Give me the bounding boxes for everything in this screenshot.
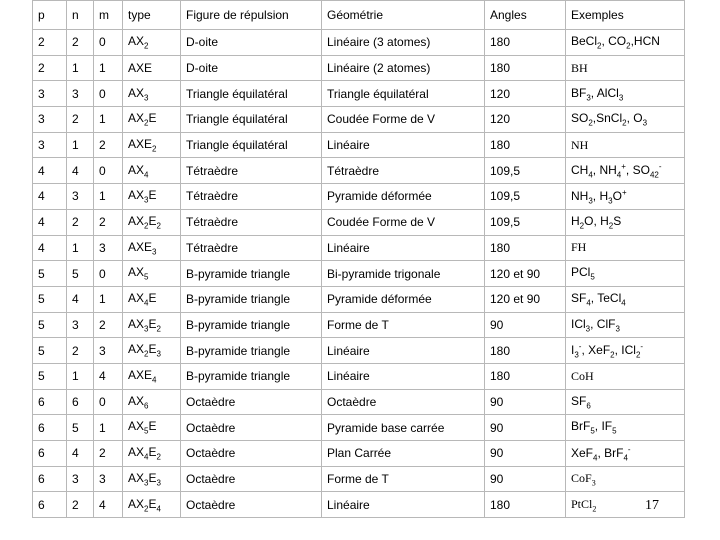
cell-type: $AX_2$ [123, 30, 181, 56]
cell-p: 5 [33, 261, 67, 287]
cell-angle: 90 [485, 415, 566, 441]
cell-m: 0 [94, 261, 123, 287]
cell-m: 0 [94, 158, 123, 184]
cell-geometry: Plan Carrée [322, 441, 485, 467]
cell-examples: BrF$_5$, $IF_5$ [566, 415, 685, 441]
table-row [33, 441, 685, 467]
cell-angle: 180 [485, 132, 566, 158]
cell-m: 3 [94, 235, 123, 261]
cell-angle: 180 [485, 235, 566, 261]
cell-n: 3 [67, 184, 94, 210]
cell-n: 3 [67, 466, 94, 492]
cell-n: 2 [67, 209, 94, 235]
cell-geometry: Pyramide déformée [322, 184, 485, 210]
cell-examples: FH [566, 235, 685, 261]
cell-geometry: Linéaire (3 atomes) [322, 30, 485, 56]
cell-n: 2 [67, 338, 94, 364]
cell-type: $AX_3E_3$ [123, 466, 181, 492]
cell-p: 6 [33, 389, 67, 415]
cell-figure: Tétraèdre [181, 235, 322, 261]
table-row [33, 312, 685, 338]
cell-p: 6 [33, 441, 67, 467]
cell-n: 1 [67, 132, 94, 158]
col-header-geometry: Géométrie [322, 1, 485, 30]
col-header-angles: Angles [485, 1, 566, 30]
cell-type: $AX_5E$ [123, 415, 181, 441]
col-header-n: n [67, 1, 94, 30]
cell-examples: $H_2O$, $H_2S$ [566, 209, 685, 235]
cell-figure: Tétraèdre [181, 184, 322, 210]
table-row [33, 30, 685, 56]
cell-p: 6 [33, 415, 67, 441]
cell-figure: Tétraèdre [181, 158, 322, 184]
cell-n: 5 [67, 415, 94, 441]
cell-type: $AX_3E$ [123, 184, 181, 210]
cell-type: $AX_2E_2$ [123, 209, 181, 235]
cell-angle: 180 [485, 30, 566, 56]
table-row [33, 209, 685, 235]
cell-figure: D-oite [181, 30, 322, 56]
cell-p: 4 [33, 158, 67, 184]
cell-figure: B-pyramide triangle [181, 363, 322, 389]
cell-figure: Triangle équilatéral [181, 81, 322, 107]
cell-angle: 90 [485, 312, 566, 338]
table-row [33, 107, 685, 133]
cell-m: 3 [94, 466, 123, 492]
table-row [33, 389, 685, 415]
cell-p: 4 [33, 235, 67, 261]
table-row [33, 132, 685, 158]
cell-p: 3 [33, 81, 67, 107]
cell-examples: CoH [566, 363, 685, 389]
header-row [33, 1, 685, 30]
cell-angle: 180 [485, 55, 566, 81]
cell-geometry: Octaèdre [322, 389, 485, 415]
col-header-m: m [94, 1, 123, 30]
table-row [33, 363, 685, 389]
cell-examples: $CH_4$, $NH_4^+$, $SO_{42}^-$ [566, 158, 685, 184]
cell-n: 2 [67, 30, 94, 56]
cell-geometry: Linéaire [322, 338, 485, 364]
table-row [33, 338, 685, 364]
cell-geometry: Linéaire [322, 132, 485, 158]
cell-type: $AX_2E$ [123, 107, 181, 133]
cell-type: $AXE_2$ [123, 132, 181, 158]
cell-m: 1 [94, 107, 123, 133]
cell-geometry: Forme de T [322, 466, 485, 492]
cell-m: 1 [94, 184, 123, 210]
cell-figure: Octaèdre [181, 492, 322, 518]
cell-m: 2 [94, 441, 123, 467]
cell-p: 6 [33, 466, 67, 492]
col-header-examples: Exemples [566, 1, 685, 30]
cell-p: 3 [33, 132, 67, 158]
cell-p: 6 [33, 492, 67, 518]
cell-p: 5 [33, 312, 67, 338]
col-header-p: p [33, 1, 67, 30]
cell-examples: $NH_3$, $H_3O^+$ [566, 184, 685, 210]
cell-geometry: Forme de T [322, 312, 485, 338]
cell-geometry: Linéaire [322, 235, 485, 261]
cell-geometry: Linéaire [322, 492, 485, 518]
table-row [33, 415, 685, 441]
cell-figure: B-pyramide triangle [181, 286, 322, 312]
cell-examples: NH [566, 132, 685, 158]
cell-type: $AX_4E_2$ [123, 441, 181, 467]
cell-p: 5 [33, 363, 67, 389]
cell-examples: $SO_2,SnCl_2$, $O_3$ [566, 107, 685, 133]
cell-angle: 109,5 [485, 158, 566, 184]
table-row [33, 158, 685, 184]
table-row [33, 466, 685, 492]
cell-examples: $SF_6$ [566, 389, 685, 415]
cell-angle: 120 et 90 [485, 261, 566, 287]
cell-n: 4 [67, 158, 94, 184]
cell-geometry: Tétraèdre [322, 158, 485, 184]
cell-figure: B-pyramide triangle [181, 312, 322, 338]
cell-type: $AX_5$ [123, 261, 181, 287]
cell-figure: Octaèdre [181, 389, 322, 415]
cell-figure: B-pyramide triangle [181, 338, 322, 364]
cell-angle: 90 [485, 466, 566, 492]
cell-examples: PCl$_5$ [566, 261, 685, 287]
cell-type: $AXE_3$ [123, 235, 181, 261]
cell-figure: Triangle équilatéral [181, 107, 322, 133]
cell-m: 1 [94, 415, 123, 441]
cell-type: $AX_2E_4$ [123, 492, 181, 518]
cell-type: $AX_2E_3$ [123, 338, 181, 364]
cell-m: 1 [94, 286, 123, 312]
cell-m: 4 [94, 492, 123, 518]
cell-examples: PtCl$_2$ [566, 492, 685, 518]
cell-p: 4 [33, 209, 67, 235]
cell-m: 1 [94, 55, 123, 81]
vsepr-table [32, 0, 685, 518]
cell-examples: $BF_3$, AlCl$_3$ [566, 81, 685, 107]
col-header-type: type [123, 1, 181, 30]
cell-geometry: Pyramide base carrée [322, 415, 485, 441]
table-row [33, 81, 685, 107]
page-number: 17 [645, 498, 659, 513]
cell-n: 1 [67, 363, 94, 389]
cell-p: 2 [33, 55, 67, 81]
cell-type: AXE [123, 55, 181, 81]
cell-n: 3 [67, 81, 94, 107]
cell-m: 0 [94, 389, 123, 415]
table-row [33, 55, 685, 81]
cell-examples: BH [566, 55, 685, 81]
cell-n: 2 [67, 492, 94, 518]
cell-figure: Octaèdre [181, 415, 322, 441]
cell-type: $AX_3E_2$ [123, 312, 181, 338]
cell-n: 5 [67, 261, 94, 287]
cell-p: 5 [33, 286, 67, 312]
cell-m: 2 [94, 132, 123, 158]
cell-m: 3 [94, 338, 123, 364]
cell-figure: Tétraèdre [181, 209, 322, 235]
cell-geometry: Linéaire (2 atomes) [322, 55, 485, 81]
cell-examples: $SF_4$, TeCl$_4$ [566, 286, 685, 312]
table-row [33, 261, 685, 287]
cell-angle: 90 [485, 389, 566, 415]
cell-m: 0 [94, 81, 123, 107]
cell-n: 6 [67, 389, 94, 415]
cell-m: 0 [94, 30, 123, 56]
cell-type: $AX_6$ [123, 389, 181, 415]
cell-m: 4 [94, 363, 123, 389]
cell-geometry: Coudée Forme de V [322, 107, 485, 133]
cell-figure: Triangle équilatéral [181, 132, 322, 158]
cell-m: 2 [94, 312, 123, 338]
cell-angle: 90 [485, 441, 566, 467]
cell-n: 2 [67, 107, 94, 133]
table-row [33, 235, 685, 261]
cell-figure: D-oite [181, 55, 322, 81]
cell-geometry: Bi-pyramide trigonale [322, 261, 485, 287]
cell-geometry: Coudée Forme de V [322, 209, 485, 235]
cell-angle: 120 et 90 [485, 286, 566, 312]
cell-angle: 180 [485, 363, 566, 389]
table-row [33, 492, 685, 518]
cell-examples: ICl$_3$, ClF$_3$ [566, 312, 685, 338]
cell-type: $AX_4E$ [123, 286, 181, 312]
cell-examples: BeCl$_2$, $CO_2,HCN$ [566, 30, 685, 56]
cell-angle: 109,5 [485, 184, 566, 210]
cell-n: 1 [67, 235, 94, 261]
cell-examples: XeF$_4$, BrF$_4$- [566, 441, 685, 467]
cell-examples: $I_3^-$, XeF$_2$, ICl$_2$- [566, 338, 685, 364]
cell-n: 1 [67, 55, 94, 81]
cell-figure: Octaèdre [181, 466, 322, 492]
cell-examples: CoF$_3$ [566, 466, 685, 492]
cell-type: $AX_3$ [123, 81, 181, 107]
table-row [33, 184, 685, 210]
cell-angle: 180 [485, 338, 566, 364]
table-row [33, 286, 685, 312]
cell-m: 2 [94, 209, 123, 235]
cell-geometry: Linéaire [322, 363, 485, 389]
cell-n: 4 [67, 286, 94, 312]
cell-p: 5 [33, 338, 67, 364]
cell-figure: B-pyramide triangle [181, 261, 322, 287]
cell-figure: Octaèdre [181, 441, 322, 467]
col-header-figure: Figure de répulsion [181, 1, 322, 30]
cell-type: $AXE_4$ [123, 363, 181, 389]
cell-n: 4 [67, 441, 94, 467]
cell-type: $AX_4$ [123, 158, 181, 184]
cell-angle: 109,5 [485, 209, 566, 235]
cell-angle: 120 [485, 107, 566, 133]
cell-p: 3 [33, 107, 67, 133]
cell-p: 4 [33, 184, 67, 210]
cell-geometry: Triangle équilatéral [322, 81, 485, 107]
cell-p: 2 [33, 30, 67, 56]
cell-angle: 180 [485, 492, 566, 518]
cell-n: 3 [67, 312, 94, 338]
cell-geometry: Pyramide déformée [322, 286, 485, 312]
cell-angle: 120 [485, 81, 566, 107]
